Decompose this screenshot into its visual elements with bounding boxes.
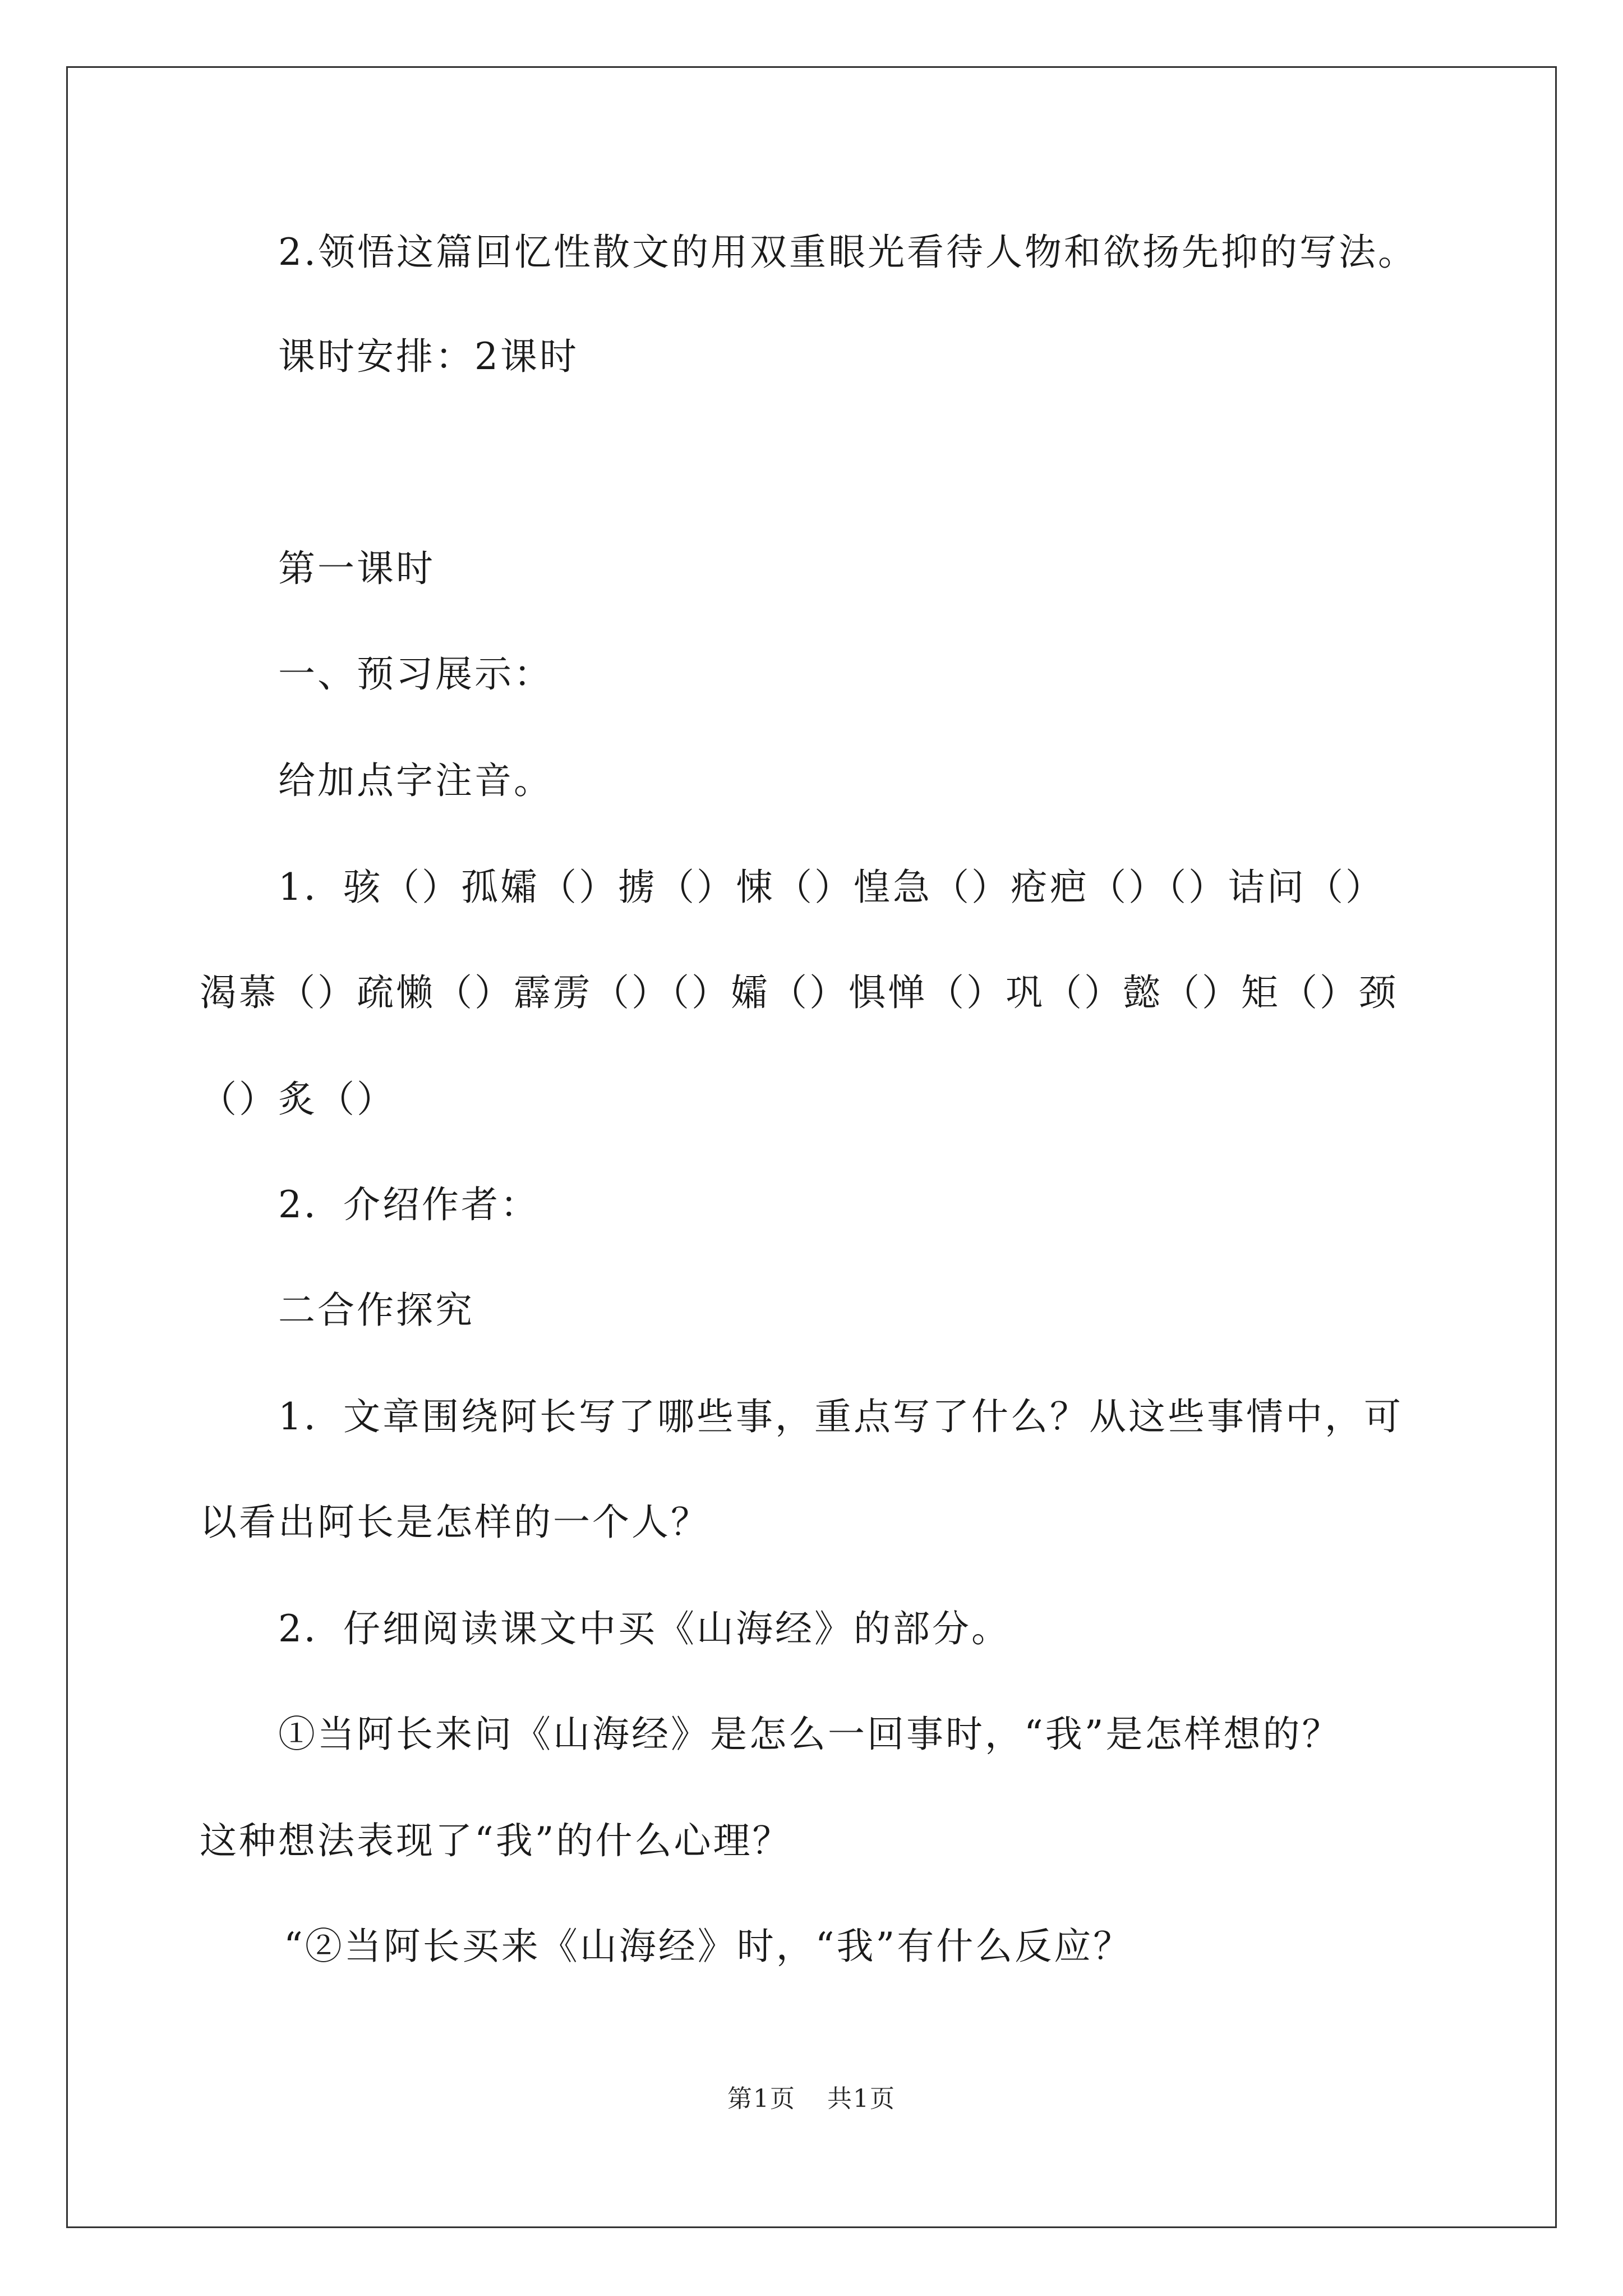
objective-2-line: 2.领悟这篇回忆性散文的用双重眼光看待人物和欲扬先抑的写法。: [278, 231, 1417, 274]
page-footer: [0, 2083, 1623, 2115]
subquestion-2-line: “②当阿长买来《山海经》时，“我”有什么反应？: [284, 1925, 1133, 1968]
page-total: 共1页: [827, 2085, 896, 2113]
vocab-line-2: 渴慕（）疏懒（）霹雳（）（）孀（）惧惮（）巩（）懿（）矩（）颈: [200, 971, 1398, 1014]
question-1-line-1: 1．文章围绕阿长写了哪些事，重点写了什么？从这些事情中，可: [278, 1395, 1403, 1438]
section-2-heading: 二合作探究: [278, 1289, 474, 1332]
vocab-line-3: （）炙（）: [200, 1078, 396, 1121]
section-1-heading: 一、预习展示：: [278, 652, 553, 696]
schedule-line: 课时安排：2课时: [278, 335, 579, 378]
page-number: 第1页: [727, 2085, 796, 2113]
question-2-line: 2．仔细阅读课文中买《山海经》的部分。: [278, 1607, 1011, 1650]
pinyin-instruction: 给加点字注音。: [278, 759, 553, 802]
subquestion-1-line-1: ①当阿长来问《山海经》是怎么一回事时，“我”是怎样想的？: [278, 1713, 1341, 1756]
question-1-line-2: 以看出阿长是怎样的一个人？: [200, 1501, 710, 1544]
lesson-heading: 第一课时: [278, 547, 435, 590]
author-intro-line: 2．介绍作者：: [278, 1183, 540, 1226]
subquestion-1-line-2: 这种想法表现了“我”的什么心理？: [200, 1819, 792, 1862]
vocab-line-1: 1．骇（）孤孀（）掳（）悚（）惶急（）疮疤（）（）诘问（）: [278, 866, 1385, 909]
